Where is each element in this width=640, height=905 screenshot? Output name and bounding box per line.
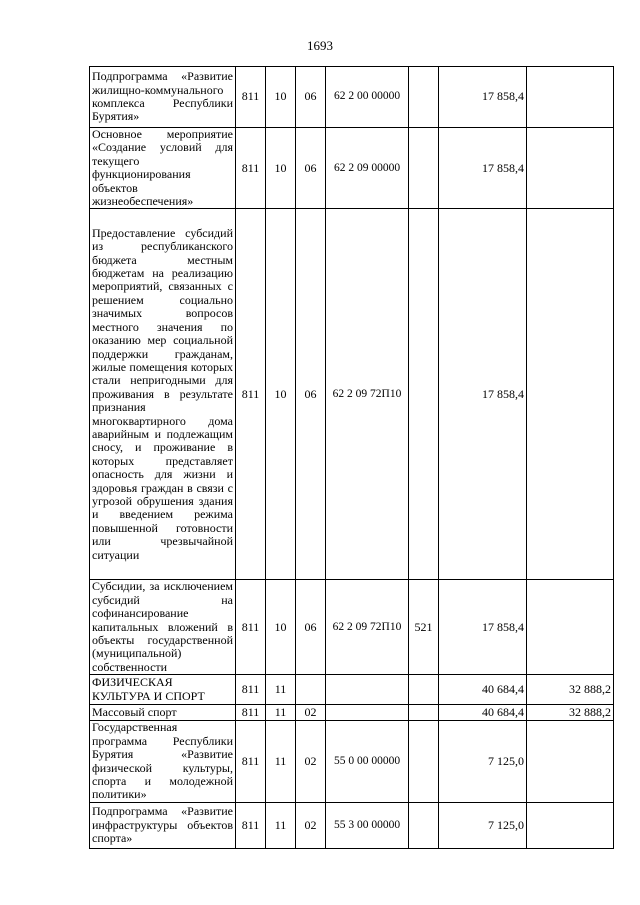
section-code: 11 [266, 675, 296, 705]
target-code: 62 2 09 00000 [326, 128, 409, 209]
sum-2 [527, 802, 614, 848]
budget-table [89, 66, 614, 849]
subsection-code: 02 [296, 705, 326, 721]
sum-1: 40 684,4 [439, 675, 527, 705]
sum-2: 32 888,2 [527, 675, 614, 705]
row-name: Подпрограмма «Развитие жилищно-коммунального комплекса Республики Бурятия» [90, 67, 236, 128]
subsection-code [296, 675, 326, 705]
ministry-code: 811 [236, 675, 266, 705]
section-code: 11 [266, 721, 296, 802]
row-name: Предоставление субсидий из республиканского бюджета местным бюджетам на реализацию мероприятий, связанных с решением социально значимых вопросов местного значения по оказанию мер социальной поддержки гражданам, жилые помещения которых стали непригодными для проживания в результате признания многоквартирного дома аварийным и подлежащим сносу, и проживание в которых представляет опасность для жизни и здоровья граждан в связи с угрозой обрушения здания и введением режима повышенной готовности или чрезвычайной ситуации [90, 209, 236, 580]
expense-type-code: 521 [409, 580, 439, 675]
subsection-code: 06 [296, 128, 326, 209]
section-code: 11 [266, 802, 296, 848]
subsection-code: 06 [296, 67, 326, 128]
sum-1: 17 858,4 [439, 67, 527, 128]
subsection-code: 02 [296, 802, 326, 848]
ministry-code: 811 [236, 802, 266, 848]
sum-2 [527, 209, 614, 580]
sum-1: 7 125,0 [439, 802, 527, 848]
ministry-code: 811 [236, 128, 266, 209]
subsection-code: 06 [296, 580, 326, 675]
target-code: 62 2 00 00000 [326, 67, 409, 128]
section-code: 10 [266, 67, 296, 128]
section-code: 10 [266, 580, 296, 675]
sum-2 [527, 128, 614, 209]
target-code: 62 2 09 72П10 [326, 580, 409, 675]
row-name: Подпрограмма «Развитие инфраструктуры объектов спорта» [90, 802, 236, 848]
sum-2 [527, 721, 614, 802]
table-row [90, 721, 614, 802]
target-code: 55 0 00 00000 [326, 721, 409, 802]
table-row [90, 209, 614, 580]
subsection-code: 02 [296, 721, 326, 802]
sum-2: 32 888,2 [527, 705, 614, 721]
section-code: 11 [266, 705, 296, 721]
ministry-code: 811 [236, 721, 266, 802]
expense-type-code [409, 721, 439, 802]
ministry-code: 811 [236, 705, 266, 721]
expense-type-code [409, 675, 439, 705]
page-number: 1693 [307, 38, 333, 53]
ministry-code: 811 [236, 580, 266, 675]
expense-type-code [409, 209, 439, 580]
sum-1: 17 858,4 [439, 580, 527, 675]
section-code: 10 [266, 128, 296, 209]
expense-type-code [409, 705, 439, 721]
sum-1: 17 858,4 [439, 128, 527, 209]
row-name: Массовый спорт [90, 705, 236, 721]
sum-1: 7 125,0 [439, 721, 527, 802]
sum-2 [527, 580, 614, 675]
subsection-code: 06 [296, 209, 326, 580]
row-name: Субсидии, за исключением субсидий на софинансирование капитальных вложений в объекты государственной (муниципальной) собственности [90, 580, 236, 675]
ministry-code: 811 [236, 67, 266, 128]
target-code: 62 2 09 72П10 [326, 209, 409, 580]
sum-1: 17 858,4 [439, 209, 527, 580]
section-code: 10 [266, 209, 296, 580]
expense-type-code [409, 802, 439, 848]
table-row [90, 128, 614, 209]
expense-type-code [409, 128, 439, 209]
row-name: ФИЗИЧЕСКАЯ КУЛЬТУРА И СПОРТ [90, 675, 236, 705]
sum-1: 40 684,4 [439, 705, 527, 721]
row-name: Основное мероприятие «Создание условий для текущего функционирования объектов жизнеобеспечения» [90, 128, 236, 209]
target-code [326, 705, 409, 721]
sum-2 [527, 67, 614, 128]
table-row [90, 802, 614, 848]
target-code [326, 675, 409, 705]
table-row [90, 67, 614, 128]
ministry-code: 811 [236, 209, 266, 580]
expense-type-code [409, 67, 439, 128]
table-row [90, 675, 614, 705]
target-code: 55 3 00 00000 [326, 802, 409, 848]
row-name: Государственная программа Республики Бурятия «Развитие физической культуры, спорта и молодежной политики» [90, 721, 236, 802]
table-row [90, 705, 614, 721]
table-row [90, 580, 614, 675]
